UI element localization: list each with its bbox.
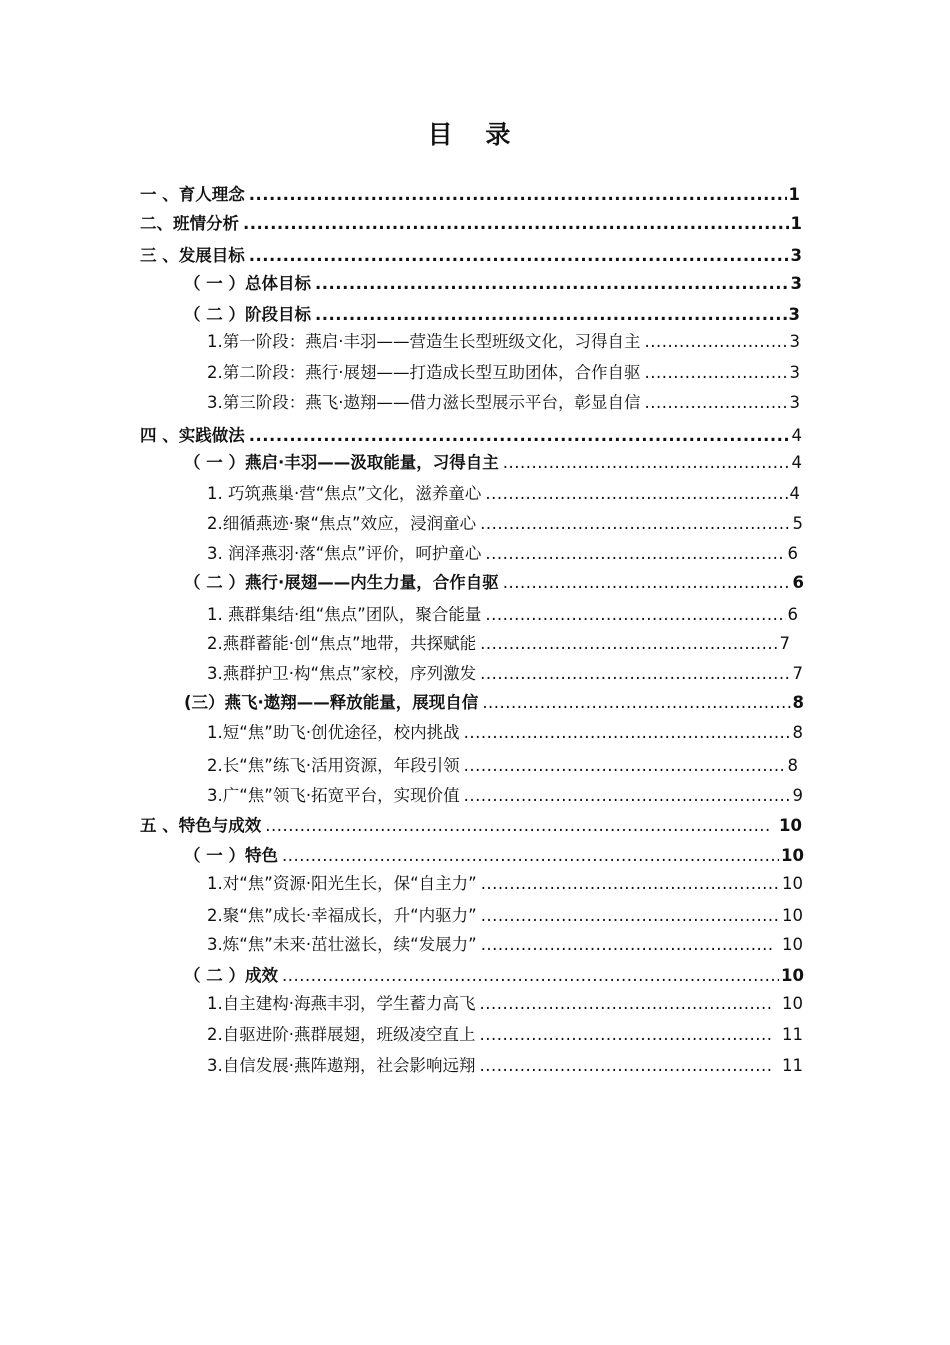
toc-entry-page: 10 bbox=[779, 816, 802, 835]
toc-entry-page: 3 bbox=[789, 363, 800, 382]
leader-dots bbox=[464, 754, 786, 778]
toc-entry-10[interactable] bbox=[184, 451, 802, 475]
toc-entry-title: 1.自主建构·海燕丰羽，学生蓄力高飞 bbox=[207, 994, 476, 1013]
toc-entry-title: 四 、实践做法 bbox=[140, 426, 245, 445]
toc-entry-page: 6 bbox=[792, 573, 804, 592]
leader-dots bbox=[480, 1023, 775, 1047]
toc-entry-page: 11 bbox=[782, 1056, 803, 1075]
toc-entry-title: 五 、特色与成效 bbox=[140, 816, 262, 835]
toc-entry-title: 3.自信发展·燕阵遨翔，社会影响远翔 bbox=[207, 1056, 476, 1075]
toc-entry-page: 4 bbox=[791, 453, 802, 472]
toc-entry-title: (三）燕飞·遨翔——释放能量，展现自信 bbox=[184, 693, 479, 712]
toc-entry-page: 11 bbox=[782, 1025, 803, 1044]
leader-dots bbox=[315, 272, 789, 296]
toc-entry-page: 8 bbox=[792, 693, 804, 712]
toc-entry-page: 3 bbox=[788, 305, 800, 324]
leader-dots bbox=[243, 212, 789, 236]
toc-entry-1[interactable] bbox=[140, 183, 800, 207]
toc-entry-title: 3.广“焦”领飞·拓宽平台，实现价值 bbox=[207, 786, 460, 805]
leader-dots bbox=[480, 662, 790, 686]
leader-dots bbox=[503, 451, 790, 475]
toc-entry-23[interactable] bbox=[184, 844, 804, 868]
toc-entry-2[interactable] bbox=[140, 212, 802, 236]
leader-dots bbox=[249, 183, 787, 207]
toc-entry-page: 7 bbox=[792, 664, 803, 683]
toc-entry-page: 10 bbox=[782, 935, 803, 954]
leader-dots bbox=[480, 632, 777, 656]
toc-entry-27[interactable] bbox=[184, 964, 804, 988]
leader-dots bbox=[503, 571, 791, 595]
toc-entry-24[interactable] bbox=[207, 872, 803, 896]
toc-entry-title: 1.对“焦”资源·阳光生长，保“自主力” bbox=[207, 874, 477, 893]
toc-entry-title: 3.燕群护卫·构“焦点”家校，序列激发 bbox=[207, 664, 477, 683]
toc-entry-title: （ 一 ）特色 bbox=[184, 846, 278, 865]
toc-entry-12[interactable] bbox=[207, 512, 803, 536]
toc-entry-title: 1. 巧筑燕巢·营“焦点”文化，滋养童心 bbox=[207, 484, 482, 503]
toc-entry-title: （ 二 ）燕行·展翅——内生力量，合作自驱 bbox=[184, 573, 499, 592]
leader-dots bbox=[485, 542, 785, 566]
toc-entry-title: 3.炼“焦”未来·茁壮滋长，续“发展力” bbox=[207, 935, 477, 954]
toc-entry-page: 3 bbox=[789, 393, 800, 412]
toc-entry-title: 1.第一阶段：燕启·丰羽——营造生长型班级文化，习得自主 bbox=[207, 332, 641, 351]
leader-dots bbox=[464, 721, 791, 745]
toc-entry-title: （ 一 ）燕启·丰羽——汲取能量，习得自主 bbox=[184, 453, 499, 472]
toc-entry-title: （ 一 ）总体目标 bbox=[184, 274, 311, 293]
leader-dots bbox=[645, 391, 788, 415]
leader-dots bbox=[485, 603, 785, 627]
leader-dots bbox=[282, 964, 779, 988]
toc-entry-page: 3 bbox=[790, 274, 802, 293]
toc-entry-title: （ 二 ）成效 bbox=[184, 966, 278, 985]
leader-dots bbox=[480, 992, 775, 1016]
toc-entry-page: 9 bbox=[792, 786, 803, 805]
toc-entry-11[interactable] bbox=[207, 482, 800, 506]
toc-entry-17[interactable] bbox=[207, 662, 803, 686]
toc-entry-title: 3. 润泽燕羽·落“焦点”评价，呵护童心 bbox=[207, 544, 482, 563]
leader-dots bbox=[480, 512, 790, 536]
toc-entry-page: 10 bbox=[781, 846, 804, 865]
leader-dots bbox=[315, 303, 787, 327]
toc-entry-3[interactable] bbox=[140, 244, 802, 268]
toc-entry-title: 2.聚“焦”成长·幸福成长，升“内驱力” bbox=[207, 906, 477, 925]
toc-entry-title: 一 、育人理念 bbox=[140, 185, 245, 204]
toc-entry-28[interactable] bbox=[207, 992, 803, 1016]
toc-entry-title: 二、班情分析 bbox=[140, 214, 239, 233]
toc-entry-title: （ 二 ）阶段目标 bbox=[184, 305, 311, 324]
toc-entry-page: 8 bbox=[787, 756, 798, 775]
toc-entry-page: 10 bbox=[782, 994, 803, 1013]
toc-entry-25[interactable] bbox=[207, 904, 803, 928]
toc-entry-page: 3 bbox=[790, 246, 802, 265]
toc-entry-8[interactable] bbox=[207, 391, 800, 415]
toc-entry-30[interactable] bbox=[207, 1054, 803, 1078]
leader-dots bbox=[485, 482, 787, 506]
toc-entry-page: 4 bbox=[791, 426, 802, 445]
toc-entry-14[interactable] bbox=[184, 571, 804, 595]
leader-dots bbox=[481, 933, 774, 957]
leader-dots bbox=[282, 844, 779, 868]
toc-entry-title: 2.细循燕迹·聚“焦点”效应，浸润童心 bbox=[207, 514, 477, 533]
toc-entry-title: 2.长“焦”练飞·活用资源，年段引领 bbox=[207, 756, 460, 775]
toc-entry-9[interactable] bbox=[140, 424, 802, 448]
toc-entry-page: 6 bbox=[787, 605, 798, 624]
toc-entry-26[interactable] bbox=[207, 933, 803, 957]
toc-entry-page: 7 bbox=[779, 634, 790, 653]
leader-dots bbox=[645, 361, 788, 385]
toc-entry-21[interactable] bbox=[207, 784, 803, 808]
toc-entry-title: 3.第三阶段：燕飞·遨翔——借力滋长型展示平台，彰显自信 bbox=[207, 393, 641, 412]
toc-entry-title: 2.第二阶段：燕行·展翅——打造成长型互助团体，合作自驱 bbox=[207, 363, 641, 382]
toc-entry-15[interactable] bbox=[207, 603, 798, 627]
toc-entry-29[interactable] bbox=[207, 1023, 803, 1047]
toc-entry-6[interactable] bbox=[207, 330, 800, 354]
toc-entry-18[interactable] bbox=[184, 691, 804, 715]
toc-entry-4[interactable] bbox=[184, 272, 802, 296]
toc-entry-page: 8 bbox=[792, 723, 803, 742]
toc-entry-page: 5 bbox=[792, 514, 803, 533]
toc-entry-16[interactable] bbox=[207, 632, 790, 656]
toc-entry-7[interactable] bbox=[207, 361, 800, 385]
toc-entry-page: 3 bbox=[789, 332, 800, 351]
toc-entry-title: 1.短“焦”助飞·创优途径，校内挑战 bbox=[207, 723, 460, 742]
leader-dots bbox=[249, 244, 789, 268]
toc-entry-title: 三 、发展目标 bbox=[140, 246, 245, 265]
toc-entry-19[interactable] bbox=[207, 721, 803, 745]
toc-entry-20[interactable] bbox=[207, 754, 798, 778]
toc-entry-title: 1. 燕群集结·组“焦点”团队，聚合能量 bbox=[207, 605, 482, 624]
toc-entry-22[interactable] bbox=[140, 814, 802, 838]
toc-entry-title: 2.自驱进阶·燕群展翅，班级凌空直上 bbox=[207, 1025, 476, 1044]
toc-entry-page: 10 bbox=[782, 874, 803, 893]
toc-entry-page: 1 bbox=[790, 214, 802, 233]
leader-dots bbox=[481, 872, 780, 896]
leader-dots bbox=[481, 904, 780, 928]
leader-dots bbox=[464, 784, 791, 808]
leader-dots bbox=[645, 330, 788, 354]
toc-entry-page: 10 bbox=[782, 906, 803, 925]
leader-dots bbox=[482, 691, 790, 715]
toc-entry-title: 2.燕群蓄能·创“焦点”地带，共探赋能 bbox=[207, 634, 477, 653]
toc-entry-page: 4 bbox=[789, 484, 800, 503]
leader-dots bbox=[249, 424, 790, 448]
toc-entry-page: 10 bbox=[781, 966, 804, 985]
toc-entry-page: 1 bbox=[788, 185, 800, 204]
leader-dots bbox=[265, 814, 769, 838]
toc-entry-page: 6 bbox=[787, 544, 798, 563]
leader-dots bbox=[480, 1054, 775, 1078]
toc-entry-13[interactable] bbox=[207, 542, 798, 566]
toc-entry-5[interactable] bbox=[184, 303, 800, 327]
page-title: 目 录 bbox=[427, 120, 523, 149]
